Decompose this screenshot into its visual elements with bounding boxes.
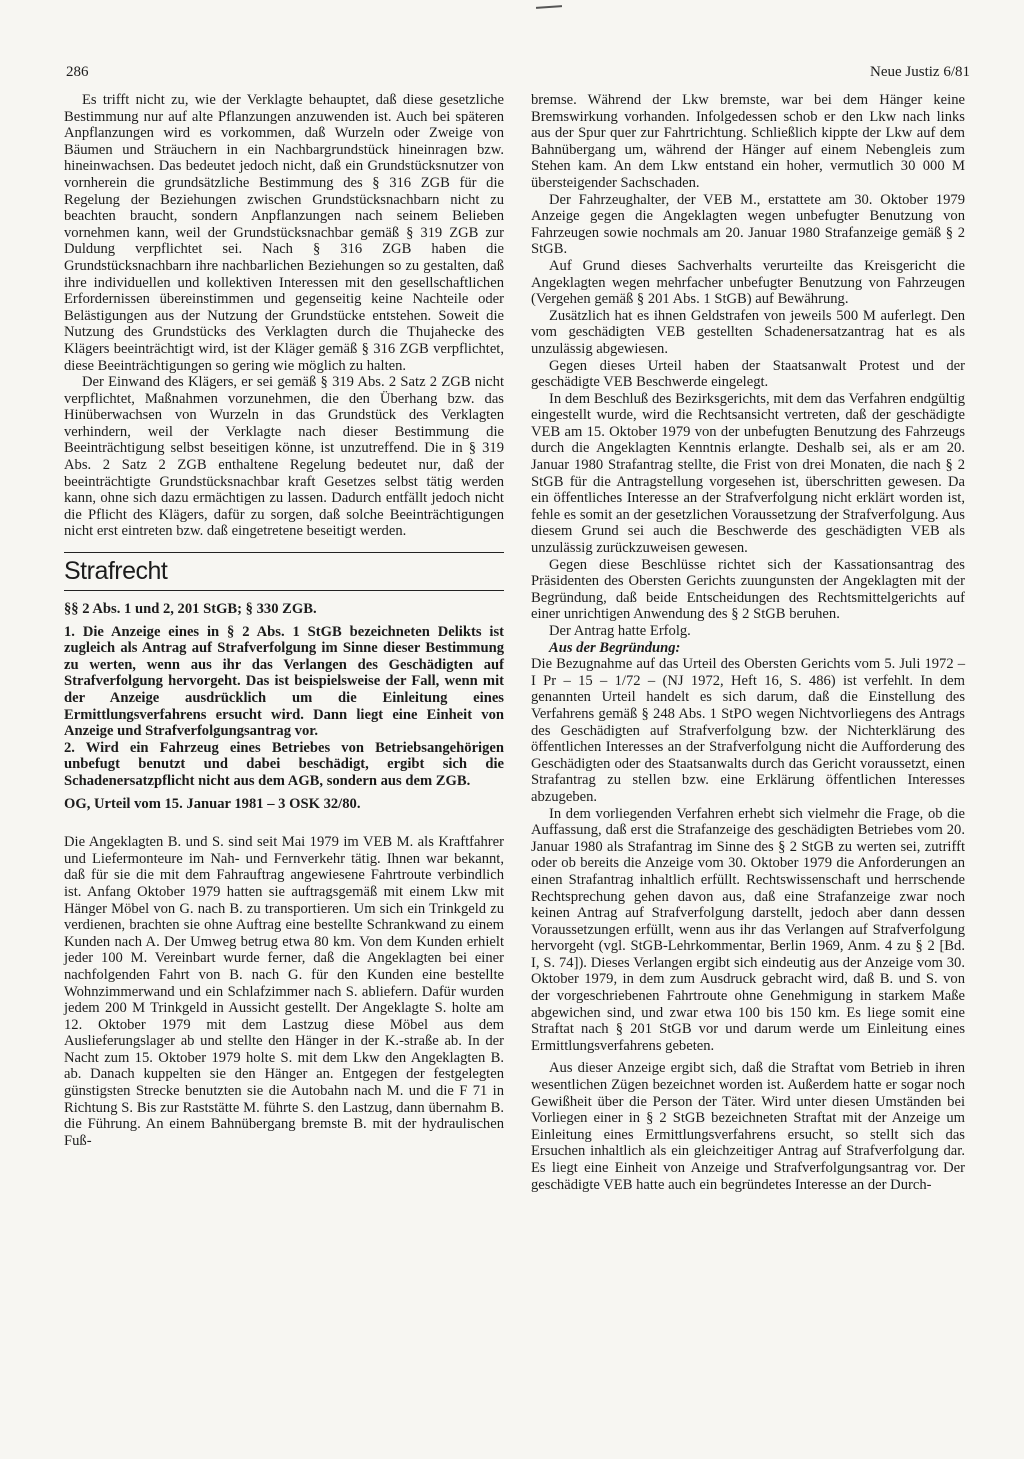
- right-column: [531, 92, 965, 1193]
- paragraph: Der Fahrzeughalter, der VEB M., erstattete am 30. Oktober 1979 Anzeige gegen die Angeklagten wegen unbefugter Benutzung von Fahrzeugen sowie nochmals am 20. Januar 1980 Strafanzeige gemäß § 2 StGB.: [531, 191, 965, 258]
- paragraph: Der Einwand des Klägers, er sei gemäß § 319 Abs. 2 Satz 2 ZGB nicht verpflichtet, Maßnahmen vorzunehmen, die den Überhang bzw. das Hinüberwachsen von Wurzeln in das Grundstück des Verklagten verhindern, weil der Verklagte nach dieser Bestimmung die Beeinträchtigung selbst beseitigen könne, ist unzutreffend. Die in § 319 Abs. 2 Satz 2 ZGB enthaltene Regelung bedeutet nur, daß der beeinträchtigte Grundstücksnachbar kraft Gesetzes selbst tätig werden kann, ohne sich dazu ermächtigen zu lassen. Dadurch entfällt jedoch nicht die Pflicht des Klägers, dafür zu sorgen, daß solche Beeinträchtigungen nicht erst eintreten bzw. daß eingetretene beseitigt werden.: [64, 374, 504, 540]
- paragraph: Der Antrag hatte Erfolg.: [549, 623, 691, 639]
- facts-paragraph: Die Angeklagten B. und S. sind seit Mai 1979 im VEB M. als Kraftfahrer und Liefermonteure im Nah- und Fernverkehr tätig. Ihnen war bekannt, daß für sie die mit dem Fahrauftrag angewiesene Fahrtroute verbindlich ist. Anfang Oktober 1979 hatten sie auftragsgemäß mit einem Lkw mit Hänger Möbel von G. nach B. zu transportieren. Um sich ein Trinkgeld zu verdienen, brachten sie ohne Auftrag eine bestellte Schrankwand zu einem Kunden nach A. Der Umweg betrug etwa 80 km. Von dem Kunden erhielt jeder 100 M. Vereinbart wurde ferner, daß die Angeklagten bei einer nachfolgenden Fahrt von B. nach G. für den Kunden eine bestellte Wohnzimmerwand und ein Schlafzimmer nach S. abliefern. Dafür wurden jedem 200 M Trinkgeld in Aussicht gestellt. Der Angeklagte S. holte am 12. Oktober 1979 mit dem Lastzug diese Möbel aus dem Auslieferungslager ab und stellte den Hänger in der K.-straße ab. In der Nacht zum 15. Oktober 1979 holte S. mit dem Lkw den Angeklagten B. ab. Danach kuppelten sie den Hänger an. Entgegen der festgelegten günstigsten Strecke benutzten sie die Autobahn nach M. und die F 71 in Richtung S. Bis zur Raststätte M. führte S. den Lastzug, dann übernahm B. die Führung. An einem Bahnübergang bremste B. mit der hydraulischen Fuß-: [64, 834, 504, 1149]
- paragraph: Gegen dieses Urteil haben der Staatsanwalt Protest und der geschädigte VEB Beschwerde eingelegt.: [531, 357, 965, 391]
- headnote-block: [64, 601, 504, 812]
- headnote-2: 2. Wird ein Fahrzeug eines Betriebes von Betriebsangehörigen unbefugt benutzt und dabei beschädigt, ergibt sich die Schadenersatzpflicht nicht aus dem AGB, sondern aus dem ZGB.: [64, 739, 504, 789]
- page-number: 286: [66, 64, 89, 80]
- paragraph: Aus dieser Anzeige ergibt sich, daß die Straftat vom Betrieb in ihren wesentlichen Zügen bezeichnet worden ist. Außerdem hatte er sogar noch Gewißheit über die Person der Täter. Wird unter diesen Umständen bei Vorliegen einer in § 2 StGB bezeichneten Straftat mit der Anzeige um Einleitung eines Ermittlungsverfahrens ersucht, so stellt sich das Ersuchen inhaltlich als ein gleichzeitiger Antrag auf Strafverfolgung dar. Es liegt eine Einheit von Anzeige und Strafverfolgungsantrag vor. Der geschädigte VEB hatte auch ein begründetes Interesse an der Durch-: [531, 1060, 965, 1193]
- left-column: [64, 92, 504, 1149]
- paragraph: Auf Grund dieses Sachverhalts verurteilte das Kreisgericht die Angeklagten wegen mehrfacher unbefugter Benutzung von Fahrzeugen (Vergehen gemäß § 201 Abs. 1 StGB) auf Bewährung.: [531, 257, 965, 308]
- paragraph: Gegen diese Beschlüsse richtet sich der Kassationsantrag des Präsidenten des Obersten Gerichts zuungunsten der Angeklagten mit der Begründung, daß beide Entscheidungen des Rechtsmittelgerichts auf einer unrichtigen Anwendung des § 2 StGB beruhen.: [531, 556, 965, 623]
- paragraph: Es trifft nicht zu, wie der Verklagte behauptet, daß diese gesetzliche Bestimmung nur auf alte Pflanzungen anzuwenden ist. Auch bei späteren Anpflanzungen wird es vorkommen, daß Wurzeln oder Zweige von Bäumen und Sträuchern in ein Nachbargrundstück hineinragen bzw. hineinwachsen. Das bedeutet jedoch nicht, daß ein Grundstücksnutzer von vornherein die grundsätzliche Bestimmung des § 316 ZGB für die Regelung der Beziehungen zwischen Grundstücksnachbarn nicht zu beachten braucht, sondern Anpflanzungen nach seinem Belieben vornehmen kann, weil der Grundstücksnachbar gemäß § 319 ZGB zur Duldung verpflichtet sei. Nach § 316 ZGB haben die Grundstücksnachbarn ihre nachbarlichen Beziehungen so zu gestalten, daß ihre individuellen und kollektiven Interessen mit den gesellschaftlichen Erfordernissen übereinstimmen und gegenseitig keine Nachteile oder Belästigungen aus der Nutzung der Grundstücke entstehen. Soweit die Nutzung des Grundstücks des Verklagten durch die Thujahecke des Klägers beeinträchtigt wird, ist der Kläger gemäß § 316 ZGB verpflichtet, diese Beeinträchtigungen so gering wie möglich zu halten.: [64, 92, 504, 374]
- headnote-1: 1. Die Anzeige eines in § 2 Abs. 1 StGB bezeichneten Delikts ist zugleich als Antrag auf Strafverfolgung im Sinne dieser Bestimmung zu werten, wenn aus ihr das Verlangen des Geschädigten auf Strafverfolgung hervorgeht. Das ist beispielsweise der Fall, wenn mit der Anzeige ausdrücklich um die Einleitung eines Ermittlungsverfahrens ersucht wird. Dann liegt eine Einheit von Anzeige und Strafverfolgungsantrag vor.: [64, 623, 504, 740]
- reasons-heading: Aus der Begründung:: [549, 639, 681, 656]
- scan-mark: [536, 5, 562, 9]
- paragraph: In dem vorliegenden Verfahren erhebt sich vielmehr die Frage, ob die Auffassung, daß erst die Strafanzeige des geschädigten Betriebes vom 20. Januar 1980 als Strafantrag im Sinne des § 2 StGB zu werten sei, zutrifft oder ob bereits die Anzeige vom 30. Oktober 1979 die Anforderungen an einen Strafantrag inhaltlich erfüllt. Rechtswissenschaft und herrschende Rechtsprechung gehen davon aus, daß eine Strafanzeige zwar noch keinen Antrag auf Strafverfolgung darstellt, jedoch aber dann dessen Voraussetzungen erfüllt, wenn aus ihr das Verlangen auf Strafverfolgung hervorgeht (vgl. StGB-Lehrkommentar, Berlin 1969, Anm. 4 zu § 2 [Bd. I, S. 74]). Dieses Verlangen ergibt sich eindeutig aus der Anzeige vom 30. Oktober 1979, in dem zum Ausdruck gebracht wird, daß B. und S. von der vorgeschriebenen Fahrtroute ohne Genehmigung in starkem Maße abgewichen sind, und zwar etwa 100 bis 150 km. Es liege somit eine Straftat nach § 201 StGB vor und darum werde um Einleitung eines Ermittlungsverfahrens gebeten.: [531, 805, 965, 1054]
- section-title: Strafrecht: [64, 557, 168, 586]
- paragraph: In dem Beschluß des Bezirksgerichts, mit dem das Verfahren endgültig eingestellt wurde, wird die Rechtsansicht vertreten, daß der geschädigte VEB am 15. Oktober 1979 von der unbefugten Benutzung des Fahrzeugs durch die Angeklagten Kenntnis erlangte. Deshalb sei, als er am 20. Januar 1980 Strafantrag stellte, die Frist von drei Monaten, die nach § 2 StGB für die Antragstellung vorgesehen ist, überschritten gewesen. Da ein öffentliches Interesse an der Strafverfolgung nicht erklärt worden ist, fehle es somit an der gesetzlichen Voraussetzung der Strafverfolgung. Aus diesem Grund sei auch die Beschwerde des geschädigten VEB als unzulässig zurückzuweisen gewesen.: [531, 390, 965, 557]
- journal-issue: Neue Justiz 6/81: [870, 64, 970, 80]
- court-citation: OG, Urteil vom 15. Januar 1981 – 3 OSK 32/80.: [64, 795, 361, 812]
- paragraph: bremse. Während der Lkw bremste, war bei dem Hänger keine Bremswirkung vorhanden. Infolgedessen schob er den Lkw nach links aus der Spur quer zur Fahrtrichtung. Schließlich kippte der Lkw auf dem Bahnübergang um, während der Hänger auf einem Nebengleis zum Stehen kam. An dem Lkw entstand ein hoher, vermutlich 30 000 M übersteigender Sachschaden.: [531, 92, 965, 191]
- paragraph: Die Bezugnahme auf das Urteil des Obersten Gerichts vom 5. Juli 1972 – I Pr – 15 – 1/72 – (NJ 1972, Heft 16, S. 486) ist verfehlt. In dem genannten Urteil handelt es sich darum, daß die Einstellung des Verfahrens gemäß § 248 Abs. 1 StPO wegen Nichtvorliegens des Antrags des Geschädigten auf Strafverfolgung bzw. der Nichterklärung des öffentlichen Interesses an der Strafverfolgung nicht die Aufforderung des Geschädigten oder des Staatsanwalts durch das Gericht voraussetzt, einen Strafantrag zu stellen bzw. eine Erklärung öffentlichen Interesses abzugeben.: [531, 656, 965, 805]
- statute-reference: §§ 2 Abs. 1 und 2, 201 StGB; § 330 ZGB.: [64, 601, 317, 618]
- section-heading-box: [64, 552, 504, 591]
- paragraph: Zusätzlich hat es ihnen Geldstrafen von jeweils 500 M auferlegt. Den vom geschädigten VEB gestellten Schadenersatzantrag hat es als unzulässig abgewiesen.: [531, 307, 965, 357]
